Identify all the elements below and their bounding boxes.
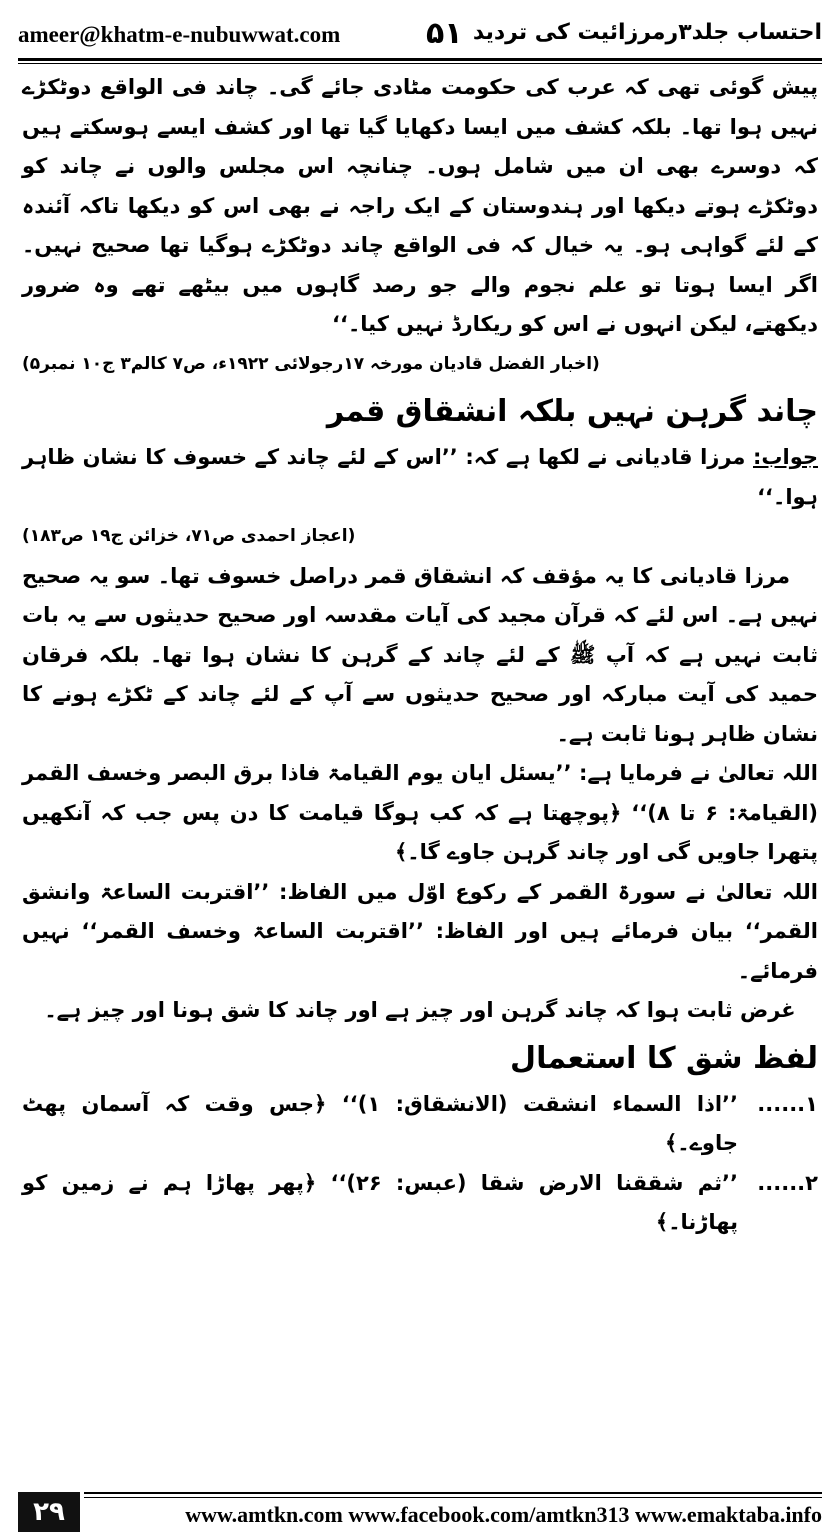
- list-item: [22, 1085, 818, 1164]
- paragraph-1-reference: (اخبار الفضل قادیان مورخہ ۱۷رجولائی ۱۹۲۲ء، ص۷ کالم۳ ج۱۰ نمبر۵): [22, 353, 600, 374]
- header-rule: [18, 58, 822, 61]
- list-item: [22, 1164, 818, 1243]
- header-email: ameer@khatm-e-nubuwwat.com: [18, 22, 341, 47]
- paragraph-answer: [22, 438, 818, 517]
- footer-rule: [84, 1492, 822, 1494]
- answer-label: جواب:: [753, 445, 818, 469]
- list-item-text: ’’اذا السماء انشقت (الانشقاق: ۱)‘‘ ﴿جس وقت کہ آسمان پھٹ جاوے۔﴾: [22, 1091, 738, 1155]
- paragraph-3: مرزا قادیانی کا یہ مؤقف کہ انشقاق قمر دراصل خسوف تھا۔ سو یہ صحیح نہیں ہے۔ اس لئے کہ قرآن مجید کی آیات مقدسہ اور صحیح حدیثوں سے یہ بات ثابت نہیں ہے کہ آپ ﷺ کے لئے چاند کے گرہن کا نشان ہوا تھا۔ بلکہ فرقان حمید کی آیت مبارکہ اور صحیح حدیثوں سے آپ کے لئے چاند کے ٹکڑے ہونے کا نشان ظاہر ہونا ثابت ہے۔: [22, 563, 818, 746]
- header-title: احتساب جلد۳رمرزائیت کی تردید: [472, 20, 822, 45]
- paragraph-answer-reference: (اعجاز احمدی ص۷۱، خزائن ج۱۹ ص۱۸۳): [22, 526, 356, 546]
- paragraph-4: اللہ تعالیٰ نے فرمایا ہے: ’’یسئل ایان یوم القیامۃ فاذا برق البصر وخسف القمر (القیامۃ: ۶ تا ۸)‘‘ ﴿پوچھتا ہے کہ کب ہوگا قیامت کا دن پس جب کہ آنکھیں پتھرا جاویں گی اور چاند گرہن جاوے گا۔﴾: [22, 761, 818, 864]
- list-item-text: ’’ثم شققنا الارض شقا (عبس: ۲۶)‘‘ ﴿پھر پھاڑا ہم نے زمین کو پھاڑنا۔﴾: [22, 1170, 739, 1234]
- paragraph-5: اللہ تعالیٰ نے سورۃ القمر کے رکوع اوّل میں الفاظ: ’’اقتربت الساعۃ وانشق القمر‘‘ بیان فرمائے ہیں اور الفاظ: ’’اقتربت الساعۃ وخسف القمر‘‘ نہیں فرمائے۔: [22, 879, 818, 983]
- footer-urls: www.amtkn.com www.facebook.com/amtkn313 www.emaktaba.info: [185, 1502, 822, 1527]
- paragraph-1: پیش گوئی تھی کہ عرب کی حکومت مٹادی جائے گی۔ چاند فی الواقع دوٹکڑے نہیں ہوا تھا۔ بلکہ کشف میں ایسا دکھایا گیا تھا اور کشف ایسے ہوسکتے ہیں کہ دوسرے بھی ان میں شامل ہوں۔ چنانچہ اس مجلس والوں نے چاند کو دوٹکڑے ہوتے دیکھا اور ہندوستان کے ایک راجہ نے بھی اس کو دیکھا تاکہ آئندہ کے لئے گواہی ہو۔ یہ خیال کہ فی الواقع چاند دوٹکڑے ہوگیا تھا صحیح نہیں۔ اگر ایسا ہوتا تو علم نجوم والے جو رصد گاہوں میں بیٹھے تھے وہ ضرور دیکھتے، لیکن انہوں نے اس کو ریکارڈ نہیں کیا۔‘‘: [22, 75, 818, 336]
- list-item-number: ۱......: [757, 1091, 818, 1116]
- footer-rule-thin: [84, 1497, 822, 1498]
- page-footer: [18, 1492, 822, 1532]
- answer-text: مرزا قادیانی نے لکھا ہے کہ: ’’اس کے لئے چاند کے خسوف کا نشان ظاہر ہوا۔‘‘: [22, 445, 818, 509]
- page-body: [22, 68, 818, 1243]
- footer-page-number: ۲۹: [18, 1492, 80, 1532]
- page-header: [18, 14, 822, 60]
- section-heading-lunar-eclipse: چاند گرہن نہیں بلکہ انشقاق قمر: [326, 394, 818, 429]
- section-heading-usage: لفظ شق کا استعمال: [510, 1040, 818, 1076]
- paragraph-6: غرض ثابت ہوا کہ چاند گرہن اور چیز ہے اور چاند کا شق ہونا اور چیز ہے۔: [44, 998, 796, 1022]
- header-rule-thin: [18, 63, 822, 64]
- list-item-number: ۲......: [757, 1170, 818, 1195]
- header-page-number: ۵۱: [426, 16, 463, 51]
